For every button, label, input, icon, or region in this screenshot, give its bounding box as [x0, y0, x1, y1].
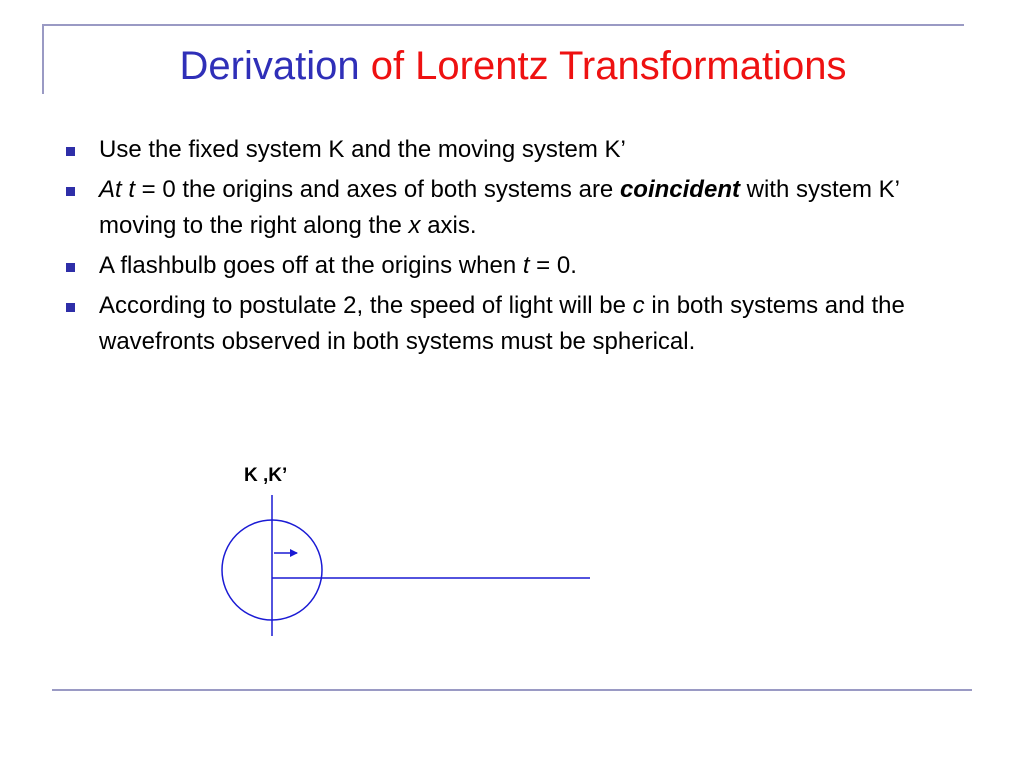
bullet-2-coincident: coincident — [619, 176, 740, 203]
title-part-lorentz: of Lorentz Transformations — [370, 44, 847, 88]
footer-rule — [52, 689, 972, 691]
bullet-1-text: Use the fixed system K and the moving system K’ — [99, 136, 626, 163]
bullet-4-c: c — [632, 292, 645, 319]
bullet-2-at-t: At t — [99, 176, 136, 203]
bullet-2-text-c: axis. — [420, 212, 477, 239]
bullet-3-text-b: = 0. — [529, 252, 577, 279]
bullet-2-text-a: = 0 the origins and axes of both systems are — [135, 176, 620, 203]
bullet-2-text-b: with system K’ moving to the right along the — [99, 176, 900, 239]
bullet-4-text-a: According to postulate 2, the speed of light will be — [99, 292, 633, 319]
bullet-4-text-b: in both systems and the wavefronts observed in both systems must be spherical. — [99, 292, 905, 355]
bullet-2-x: x — [408, 212, 421, 239]
title-part-derivation: Derivation — [179, 44, 360, 88]
bullet-3-text-a: A flashbulb goes off at the origins when — [99, 252, 523, 279]
frame-label-k-kprime: K ,K’ — [244, 465, 288, 486]
bullet-3-t: t — [522, 252, 530, 279]
